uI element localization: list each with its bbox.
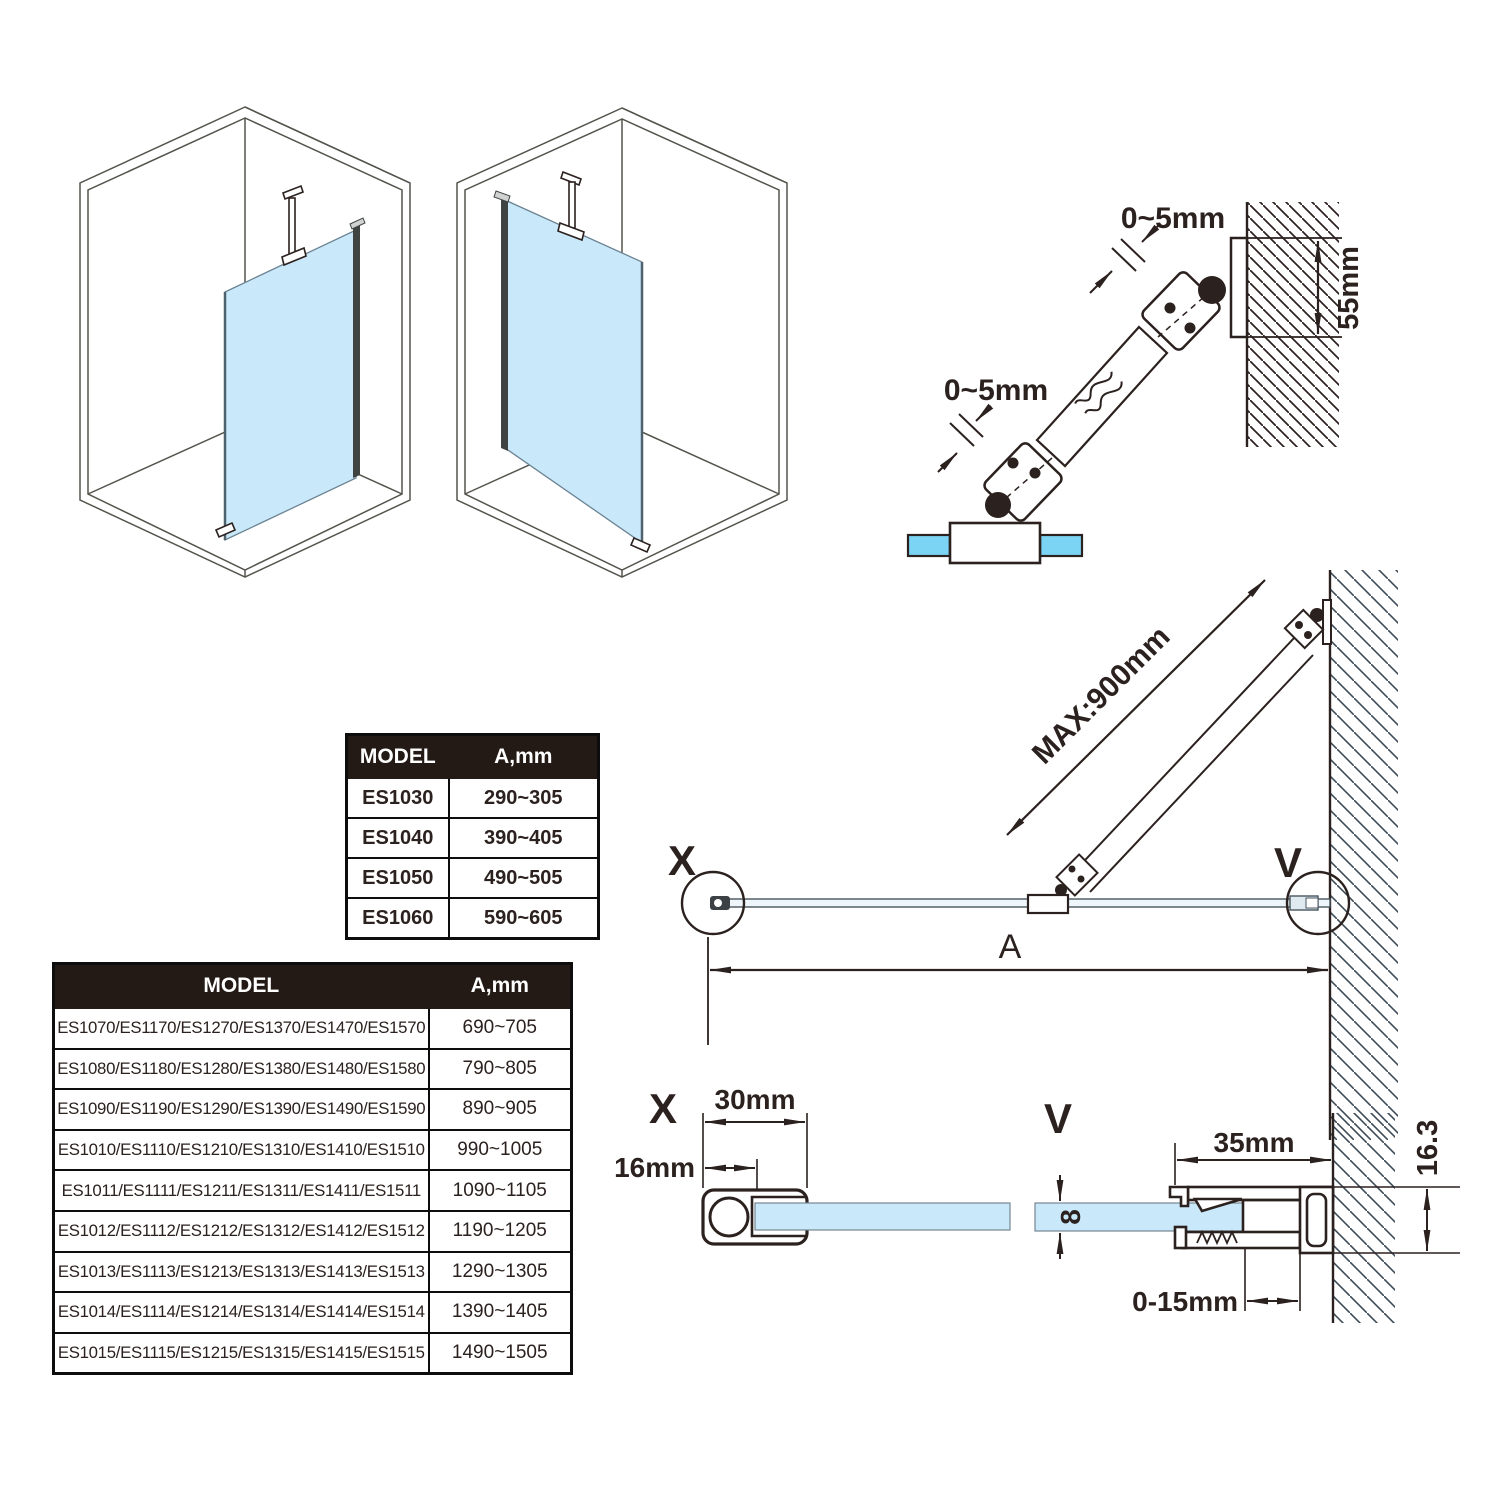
- lower-pivot: [985, 492, 1011, 518]
- table-row: [347, 818, 599, 858]
- model-cell: ES1011/ES1111/ES1211/ES1311/ES1411/ES1511: [54, 1170, 429, 1211]
- table-row: [54, 1170, 572, 1211]
- plate-height-dim: 55mm: [1333, 246, 1365, 330]
- wall-hatch: [1330, 570, 1398, 1140]
- model-cell: ES1012/ES1112/ES1212/ES1312/ES1412/ES1512: [54, 1211, 429, 1252]
- col-amm: A,mm: [449, 735, 599, 779]
- bar-glass-clamp: [1028, 895, 1068, 913]
- section-detail-v: [1010, 1075, 1490, 1345]
- amm-cell: 1290~1305: [429, 1252, 572, 1293]
- adjust-dim: 0-15mm: [1132, 1286, 1238, 1317]
- width-dim: A: [998, 928, 1022, 966]
- model-cell: ES1013/ES1113/ES1213/ES1313/ES1413/ES1513: [54, 1252, 429, 1293]
- table-row: [347, 898, 599, 939]
- wall-hatch: [1333, 1113, 1395, 1323]
- amm-cell: 790~805: [429, 1049, 572, 1090]
- table-row: [54, 1292, 572, 1333]
- table-row: [54, 1252, 572, 1293]
- ceiling-bar: [558, 172, 584, 240]
- width-dim: 35mm: [1213, 1127, 1295, 1158]
- iso-view-right-wall: [55, 80, 445, 740]
- gap-top-dim: 0~5mm: [1120, 202, 1226, 235]
- model-cell: ES1030: [347, 778, 449, 818]
- table-row: [347, 778, 599, 818]
- amm-cell: 1390~1405: [429, 1292, 572, 1333]
- model-cell: ES1010/ES1110/ES1210/ES1310/ES1410/ES1510: [54, 1130, 429, 1171]
- amm-cell: 590~605: [449, 898, 599, 939]
- model-cell: ES1014/ES1114/ES1214/ES1314/ES1414/ES1514: [54, 1292, 429, 1333]
- marker-x: X: [648, 1085, 678, 1132]
- amm-cell: 1490~1505: [429, 1333, 572, 1374]
- table-row: [54, 1049, 572, 1090]
- wall-profile: [501, 194, 508, 451]
- model-cell: ES1015/ES1115/ES1215/ES1315/ES1415/ES1515: [54, 1333, 429, 1374]
- bar-length-dim: MAX:900mm: [1025, 619, 1177, 771]
- marker-x: X: [667, 837, 697, 884]
- model-cell: ES1050: [347, 858, 449, 898]
- wall-plate: [1323, 600, 1331, 644]
- table-header-row: [54, 964, 572, 1009]
- model-cell: ES1060: [347, 898, 449, 939]
- model-cell: ES1090/ES1190/ES1290/ES1390/ES1490/ES1590: [54, 1089, 429, 1130]
- gap-bottom-dim: 0~5mm: [943, 374, 1049, 407]
- wall-mount-plate: [1231, 238, 1247, 337]
- amm-cell: 890~905: [429, 1089, 572, 1130]
- model-table-small: [345, 733, 600, 940]
- col-model: MODEL: [54, 964, 429, 1009]
- col-model: MODEL: [347, 735, 449, 779]
- table-row: [347, 858, 599, 898]
- offset-dim: 16mm: [614, 1152, 695, 1183]
- model-cell: ES1080/ES1180/ES1280/ES1380/ES1480/ES1580: [54, 1049, 429, 1090]
- plan-view: [640, 545, 1460, 1145]
- table-row: [54, 1089, 572, 1130]
- width-dim: 30mm: [714, 1084, 796, 1115]
- model-table-large: [52, 962, 573, 1375]
- table-row: [54, 1130, 572, 1171]
- amm-cell: 1090~1105: [429, 1170, 572, 1211]
- amm-cell: 390~405: [449, 818, 599, 858]
- upper-pivot: [1198, 276, 1226, 304]
- col-amm: A,mm: [429, 964, 572, 1009]
- marker-v: V: [1043, 1095, 1073, 1142]
- table-row: [54, 1333, 572, 1374]
- marker-v: V: [1273, 839, 1303, 886]
- glass-thickness-dim: 8: [1055, 1209, 1086, 1225]
- round-post: [710, 1198, 748, 1236]
- table-row: [54, 1008, 572, 1049]
- height-dim: 16.3: [1412, 1119, 1444, 1177]
- model-cell: ES1070/ES1170/ES1270/ES1370/ES1470/ES1570: [54, 1008, 429, 1049]
- amm-cell: 490~505: [449, 858, 599, 898]
- glass-panel-section: [755, 1203, 1010, 1230]
- amm-cell: 290~305: [449, 778, 599, 818]
- ceiling-bar: [282, 186, 306, 265]
- model-cell: ES1040: [347, 818, 449, 858]
- amm-cell: 690~705: [429, 1008, 572, 1049]
- table-header-row: [347, 735, 599, 779]
- amm-cell: 1190~1205: [429, 1211, 572, 1252]
- wall-profile: [353, 224, 360, 478]
- table-row: [54, 1211, 572, 1252]
- amm-cell: 990~1005: [429, 1130, 572, 1171]
- section-detail-x: [555, 1075, 1025, 1285]
